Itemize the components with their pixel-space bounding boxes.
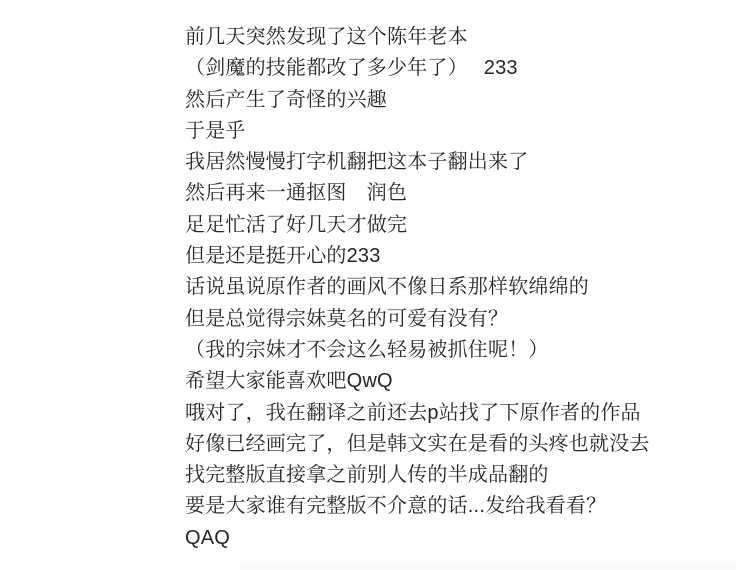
text-line: 于是乎 (185, 119, 246, 142)
text-line: （剑魔的技能都改了多少年了） 233 (185, 57, 518, 80)
text-line: 话说虽说原作者的画风不像日系那样软绵绵的 (185, 276, 589, 299)
text-line: 但是总觉得宗妹莫名的可爱有没有？ (185, 307, 509, 330)
text-line: QAQ (185, 526, 231, 549)
translator-note (185, 22, 736, 554)
text-line: （我的宗妹才不会这么轻易被抓住呢！） (185, 338, 549, 361)
text-line: 然后产生了奇怪的兴趣 (185, 88, 387, 111)
text-line: 好像已经画完了，但是韩文实在是看的头疼也就没去 (185, 432, 650, 455)
text-line: 然后再来一通抠图 润色 (185, 182, 408, 205)
text-line: 但是还是挺开心的233 (185, 245, 381, 268)
text-line: 要是大家谁有完整版不介意的话...发给我看看？ (185, 495, 607, 518)
text-line: 前几天突然发现了这个陈年老本 (185, 26, 468, 48)
text-line: 找完整版直接拿之前别人传的半成品翻的 (185, 464, 549, 487)
text-line: 我居然慢慢打字机翻把这本子翻出来了 (185, 151, 529, 174)
bottom-edge-artifact (240, 561, 736, 570)
text-line: 希望大家能喜欢吧QwQ (185, 370, 393, 393)
text-line: 哦对了，我在翻译之前还去p站找了下原作者的作品 (185, 401, 641, 424)
text-line: 足足忙活了好几天才做完 (185, 213, 408, 236)
